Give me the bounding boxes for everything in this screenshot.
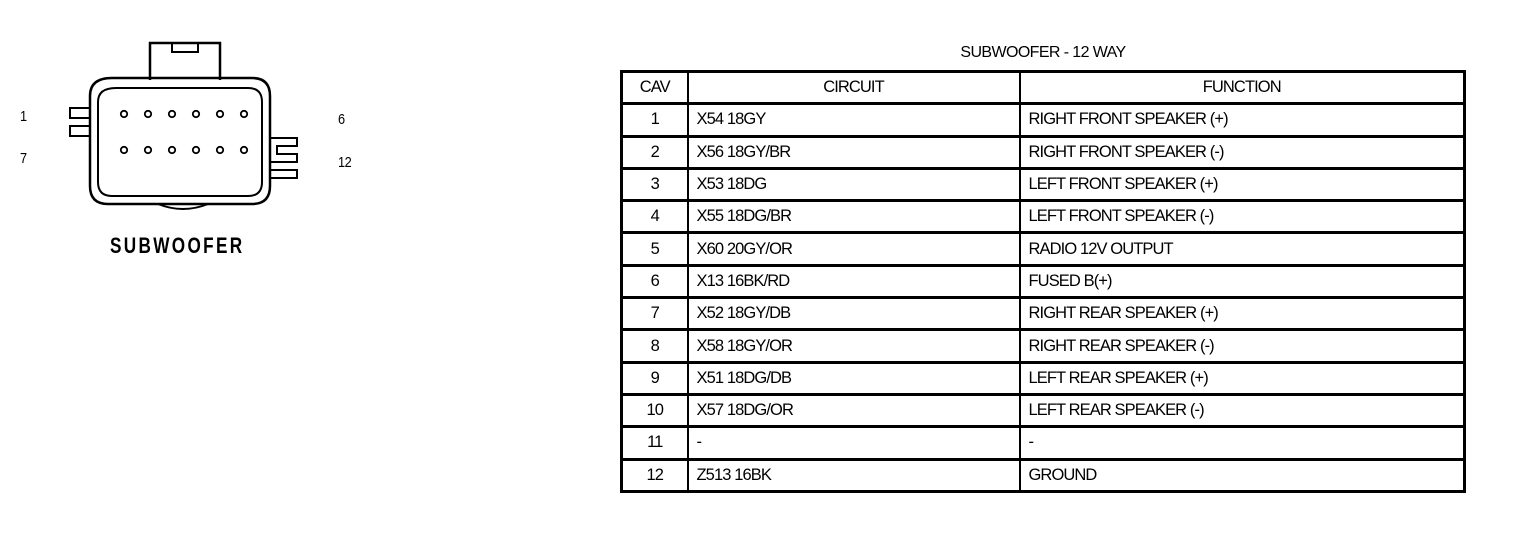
function-cell: GROUND (1020, 459, 1465, 491)
cav-cell: 8 (622, 330, 688, 362)
circuit-cell: X54 18GY (688, 104, 1020, 136)
cavity-2 (145, 111, 151, 117)
cavity-1 (121, 111, 127, 117)
header-function: FUNCTION (1020, 72, 1465, 104)
cavity-3 (169, 111, 175, 117)
pin-label-1: 1 (20, 108, 27, 125)
pin-label-6: 6 (338, 111, 345, 128)
table-row (622, 330, 1465, 362)
table-header-row (622, 72, 1465, 104)
pin-label-7: 7 (20, 150, 27, 167)
function-cell: LEFT REAR SPEAKER (-) (1020, 394, 1465, 426)
pin-label-12: 12 (338, 154, 352, 171)
circuit-cell: Z513 16BK (688, 459, 1020, 491)
table-row (622, 362, 1465, 394)
function-cell: LEFT FRONT SPEAKER (+) (1020, 168, 1465, 200)
pinout-table (620, 70, 1466, 493)
circuit-cell: X57 18DG/OR (688, 394, 1020, 426)
circuit-cell: X53 18DG (688, 168, 1020, 200)
table-row (622, 233, 1465, 265)
table-row (622, 298, 1465, 330)
circuit-cell: X51 18DG/DB (688, 362, 1020, 394)
header-circuit: CIRCUIT (688, 72, 1020, 104)
function-cell: RIGHT REAR SPEAKER (-) (1020, 330, 1465, 362)
table-row (622, 394, 1465, 426)
function-cell: RADIO 12V OUTPUT (1020, 233, 1465, 265)
circuit-cell: X55 18DG/BR (688, 201, 1020, 233)
table-row (622, 168, 1465, 200)
function-cell: LEFT FRONT SPEAKER (-) (1020, 201, 1465, 233)
cavity-4 (193, 111, 199, 117)
cav-cell: 7 (622, 298, 688, 330)
circuit-cell: - (688, 427, 1020, 459)
cavity-9 (169, 147, 175, 153)
connector-face-drawing (60, 38, 310, 213)
cavity-6 (241, 111, 247, 117)
table-title: SUBWOOFER - 12 WAY (960, 44, 1126, 61)
circuit-cell: X60 20GY/OR (688, 233, 1020, 265)
function-cell: - (1020, 427, 1465, 459)
function-cell: RIGHT FRONT SPEAKER (+) (1020, 104, 1465, 136)
cav-cell: 4 (622, 201, 688, 233)
table-row (622, 265, 1465, 297)
cavity-12 (241, 147, 247, 153)
cav-cell: 5 (622, 233, 688, 265)
circuit-cell: X13 16BK/RD (688, 265, 1020, 297)
cavity-10 (193, 147, 199, 153)
circuit-cell: X56 18GY/BR (688, 136, 1020, 168)
connector-name: SUBWOOFER (110, 233, 245, 258)
function-cell: RIGHT REAR SPEAKER (+) (1020, 298, 1465, 330)
cav-cell: 2 (622, 136, 688, 168)
cavity-5 (217, 111, 223, 117)
circuit-cell: X58 18GY/OR (688, 330, 1020, 362)
cav-cell: 6 (622, 265, 688, 297)
table-row (622, 427, 1465, 459)
cav-cell: 12 (622, 459, 688, 491)
cav-cell: 9 (622, 362, 688, 394)
function-cell: FUSED B(+) (1020, 265, 1465, 297)
cavity-11 (217, 147, 223, 153)
header-cav: CAV (622, 72, 688, 104)
table-row (622, 104, 1465, 136)
table-row (622, 136, 1465, 168)
function-cell: RIGHT FRONT SPEAKER (-) (1020, 136, 1465, 168)
function-cell: LEFT REAR SPEAKER (+) (1020, 362, 1465, 394)
cav-cell: 3 (622, 168, 688, 200)
table-row (622, 459, 1465, 491)
cavity-7 (121, 147, 127, 153)
cav-cell: 11 (622, 427, 688, 459)
cav-cell: 10 (622, 394, 688, 426)
cav-cell: 1 (622, 104, 688, 136)
cavity-8 (145, 147, 151, 153)
circuit-cell: X52 18GY/DB (688, 298, 1020, 330)
table-row (622, 201, 1465, 233)
